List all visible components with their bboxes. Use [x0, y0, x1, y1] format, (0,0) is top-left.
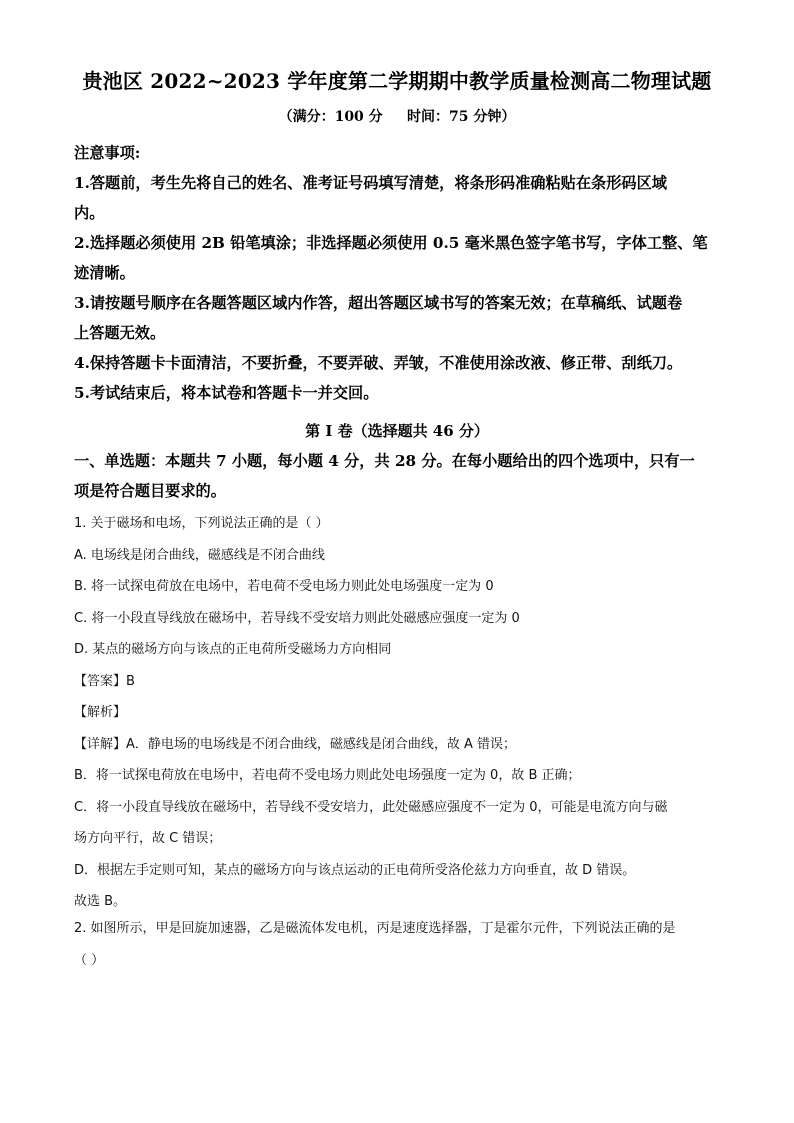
instruction-line: 项是符合题目要求的。 [74, 482, 226, 500]
option-c: C. 将一小段直导线放在磁场中，若导线不受安培力则此处磁感应强度一定为 0 [74, 610, 520, 626]
section-instruction [74, 446, 724, 506]
option-a: A. 电场线是闭合曲线，磁感线是不闭合曲线 [74, 547, 325, 563]
question-stem: 2. 如图所示，甲是回旋加速器，乙是磁流体发电机，丙是速度选择器，丁是霍尔元件，下列说法正确的是 [74, 921, 676, 936]
option-b: B. 将一试探电荷放在电场中，若电荷不受电场力则此处电场强度一定为 0 [74, 579, 494, 594]
notes-line: 4.保持答题卡卡面清洁，不要折叠，不要弄破、弄皱，不准使用涂改液、修正带、刮纸刀。 [74, 354, 683, 372]
notes-line: 3.请按题号顺序在各题答题区域内作答，超出答题区域书写的答案无效；在草稿纸、试题卷 [74, 294, 683, 312]
question-stem: （ ） [74, 952, 105, 968]
notes-line: 1.答题前，考生先将自己的姓名、准考证号码填写清楚，将条形码准确粘贴在条形码区域 [74, 174, 667, 192]
notes-line: 内。 [74, 204, 105, 222]
analysis-line: 【详解】A．静电场的电场线是不闭合曲线，磁感线是闭合曲线，故 A 错误； [74, 736, 517, 752]
notes-line: 5.考试结束后，将本试卷和答题卡一并交回。 [74, 384, 379, 402]
notes-heading: 注意事项: [74, 144, 141, 162]
analysis-line: 故选 B。 [74, 894, 127, 909]
section-title: 第 I 卷（选择题共 46 分） [305, 422, 489, 440]
analysis-line: B．将一试探电荷放在电场中，若电荷不受电场力则此处电场强度一定为 0，故 B 正确； [74, 768, 581, 783]
notes-section [74, 138, 724, 408]
option-d: D. 某点的磁场方向与该点的正电荷所受磁场力方向相同 [74, 642, 392, 657]
analysis-line: C．将一小段直导线放在磁场中，若导线不受安培力，此处磁感应强度不一定为 0，可能是电流方向与磁 [74, 799, 668, 815]
exam-subtitle: （满分：100 分 时间：75 分钟） [278, 109, 516, 125]
analysis-line: 场方向平行，故 C 错误； [74, 831, 222, 846]
question-1 [74, 508, 724, 918]
analysis-tag: 【解析】 [74, 705, 127, 720]
notes-line: 迹清晰。 [74, 264, 135, 282]
question-stem: 1. 关于磁场和电场，下列说法正确的是（ ） [74, 516, 329, 531]
answer-tag: 【答案】B [74, 673, 135, 689]
instruction-line: 一、单选题：本题共 7 小题，每小题 4 分，共 28 分。在每小题给出的四个选项中，只有一 [74, 452, 695, 470]
exam-title: 贵池区 2022~2023 学年度第二学期期中教学质量检测高二物理试题 [82, 69, 712, 93]
notes-line: 上答题无效。 [74, 324, 166, 342]
analysis-line: D．根据左手定则可知，某点的磁场方向与该点运动的正电荷所受洛伦兹力方向垂直，故 D 错误。 [74, 862, 636, 878]
question-2 [74, 913, 724, 976]
notes-line: 2.选择题必须使用 2B 铅笔填涂；非选择题必须使用 0.5 毫米黑色签字笔书写，字体工整、笔 [74, 234, 708, 252]
